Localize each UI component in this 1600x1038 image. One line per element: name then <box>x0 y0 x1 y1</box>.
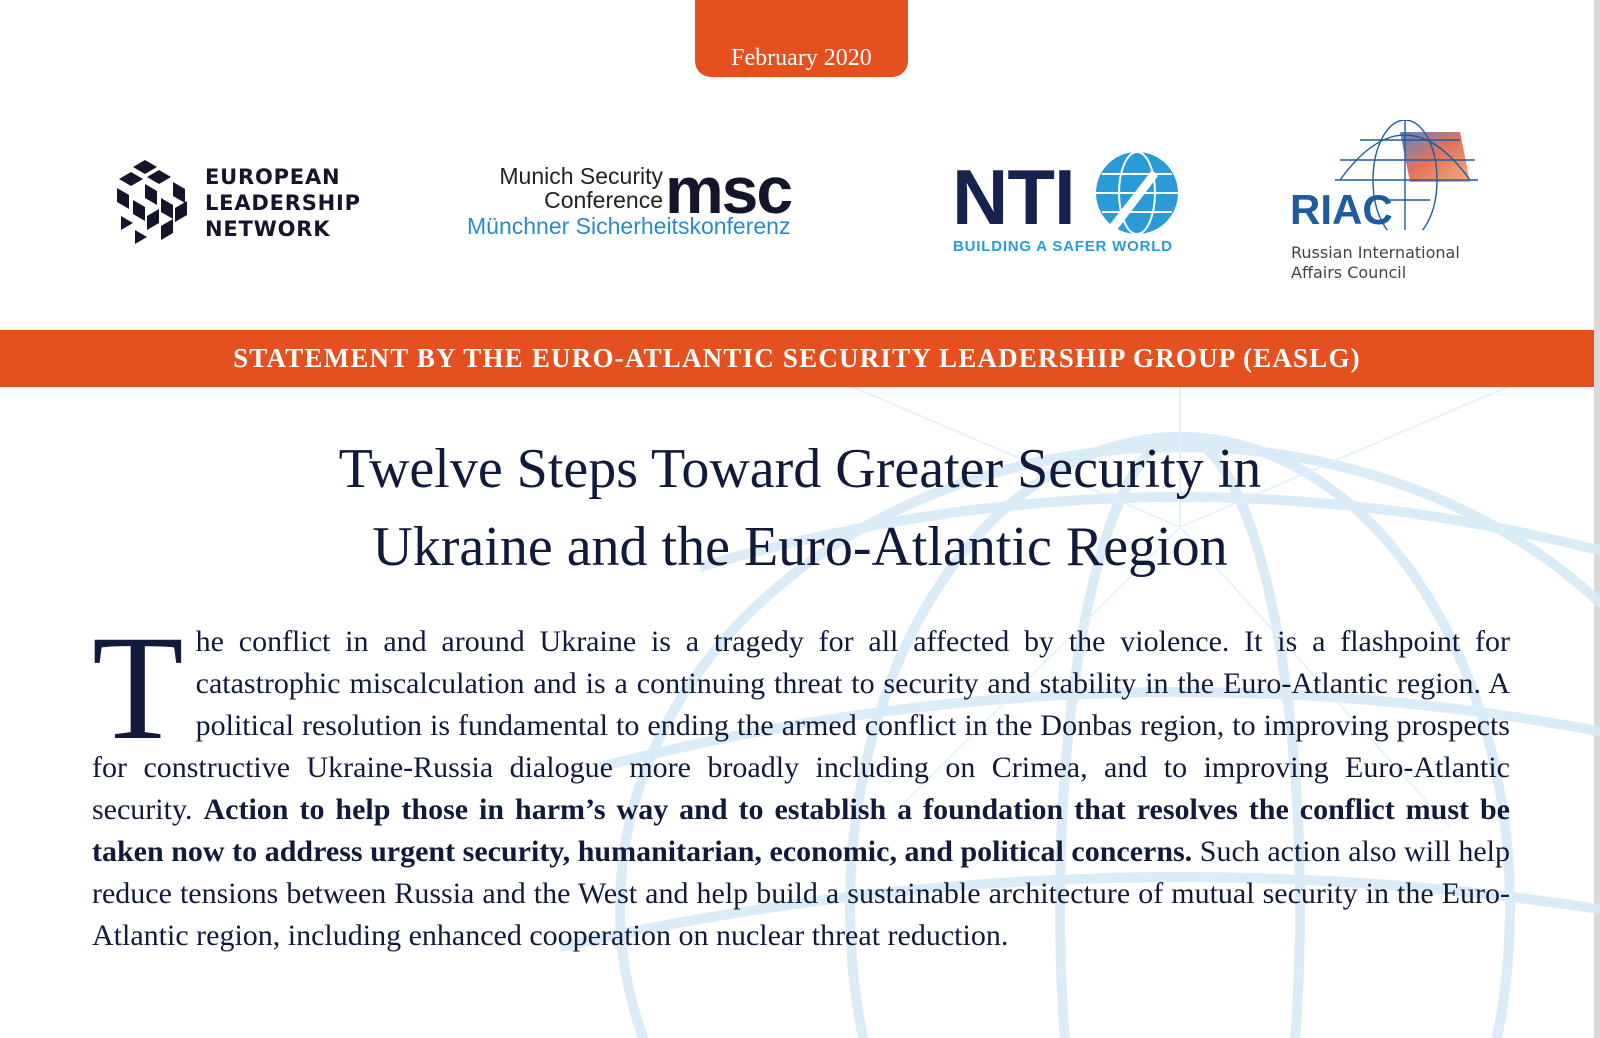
msc-german-name: Münchner Sicherheitskonferenz <box>467 213 791 239</box>
eln-wordmark <box>205 164 361 242</box>
paragraph-bold: Action to help those in harm’s way and to establish a foundation that resolves the conflict must be taken now to address urgent security, humanitarian, economic, and political concerns. <box>92 793 1510 868</box>
riac-line-2: Affairs Council <box>1291 263 1407 282</box>
paragraph-intro: he conflict in and around Ukraine is a tragedy for all affected by the violence. It is a flashpoint for catastrophic miscalculation and is a continuing threat to security and stability in the Euro-Atlantic region. A political resolution is fundamental to ending the armed conflict in the Donbas region, to improving prospects for constructive Ukraine-Russia dialogue more broadly including on Crimea, and to improving Euro-Atlantic security. <box>92 625 1510 826</box>
msc-line-2: Conference <box>544 187 663 213</box>
eln-cube-icon <box>115 160 191 244</box>
paragraph-tail: Such action also will help reduce tensions between Russia and the West and help build a sustainable architecture of mutual security in the Euro-Atlantic region, including enhanced cooperation on nuclear threat reduction. <box>92 835 1510 952</box>
document-title <box>0 430 1600 586</box>
riac-line-1: Russian International <box>1291 243 1460 262</box>
date-tab <box>695 0 908 77</box>
title-line-2: Ukraine and the Euro-Atlantic Region <box>372 516 1228 578</box>
riac-acronym: RIAC <box>1290 186 1393 233</box>
eln-line-3: NETWORK <box>205 217 331 241</box>
nti-tagline: BUILDING A SAFER WORLD <box>953 238 1173 255</box>
msc-acronym: msc <box>665 153 792 227</box>
nti-logo <box>950 148 1190 260</box>
drop-cap: T <box>92 605 184 771</box>
eln-line-2: LEADERSHIP <box>205 191 361 215</box>
eln-line-1: EUROPEAN <box>205 165 341 189</box>
msc-line-1: Munich Security <box>499 163 663 189</box>
nti-acronym: NTI <box>952 153 1075 241</box>
statement-banner <box>0 330 1594 387</box>
nti-globe-icon <box>1094 150 1180 236</box>
title-line-1: Twelve Steps Toward Greater Security in <box>338 438 1262 500</box>
banner-text: STATEMENT BY THE EURO-ATLANTIC SECURITY LEADERSHIP GROUP (EASLG) <box>233 343 1361 373</box>
msc-logo <box>465 153 845 242</box>
intro-paragraph <box>92 605 1510 957</box>
eln-logo <box>115 158 360 248</box>
riac-logo <box>1290 120 1490 290</box>
date-label: February 2020 <box>731 45 872 71</box>
